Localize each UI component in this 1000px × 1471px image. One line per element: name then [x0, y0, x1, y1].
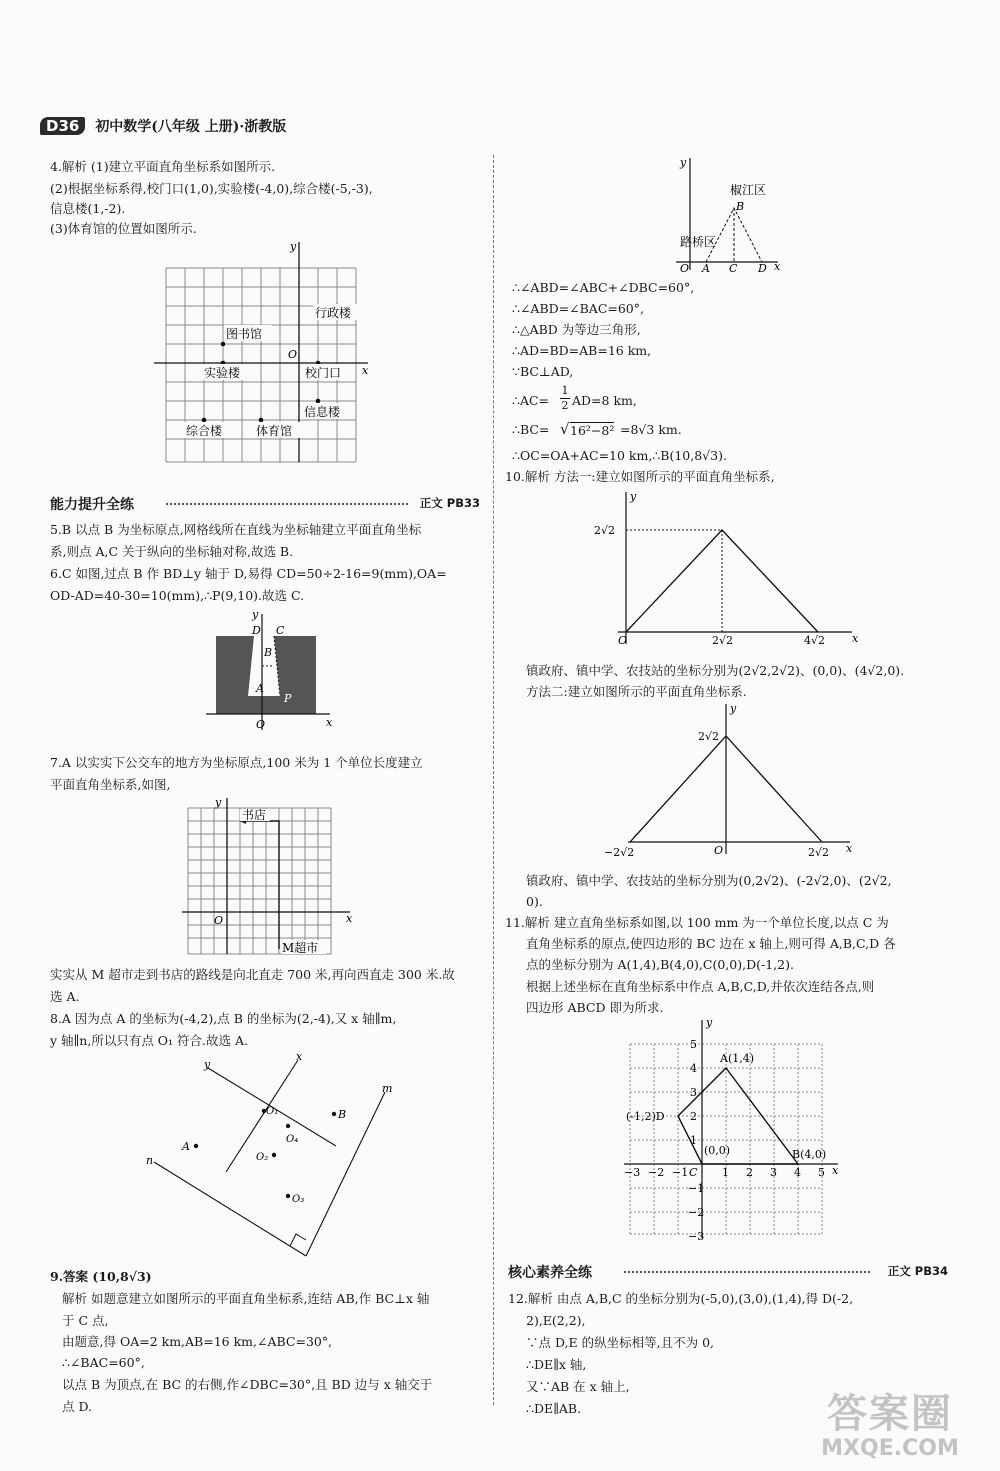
point-o1-label: O₁: [266, 1106, 279, 1117]
q9-line7: 点 D.: [62, 1399, 93, 1414]
q12-line1: 12.解析 由点 A,B,C 的坐标分别为(-5,0),(3,0),(1,4),得 D(-2,: [508, 1291, 854, 1306]
x-axis-label: x: [346, 912, 353, 925]
q10-line5: 0).: [526, 894, 543, 909]
column-divider: [493, 155, 494, 1405]
x-tick-label: 1: [722, 1166, 729, 1179]
book-title: 初中数学(八年级 上册)·浙教版: [95, 119, 287, 135]
q9-line3: 于 C 点,: [62, 1313, 109, 1328]
q6-line2: OD-AD=40-30=10(mm),∴P(9,10).故选 C.: [50, 588, 305, 603]
x-tick-label-2: 4√2: [804, 634, 826, 647]
section-leader-dots: [166, 503, 408, 505]
point-o3-label: O₃: [292, 1194, 305, 1205]
q11-line3: 点的坐标分别为 A(1,4),B(4,0),C(0,0),D(-1,2).: [526, 957, 794, 972]
x-axis-label: x: [774, 260, 781, 273]
y-axis-label: y: [290, 240, 297, 253]
point-a-label: A: [702, 262, 710, 275]
q9-line4: 由题意,得 OA=2 km,AB=16 km,∠ABC=30°,: [62, 1334, 333, 1349]
fraction-half: 1 2: [561, 384, 569, 412]
x-tick-label: 4: [794, 1166, 801, 1179]
q4-line4: (3)体育馆的位置如图所示.: [50, 221, 197, 236]
west-district-label: 路桥区: [680, 235, 717, 249]
q10-line1: 10.解析 方法一:建立如图所示的平面直角坐标系,: [505, 469, 775, 484]
q6-line1: 6.C 如图,过点 B 作 BD⊥y 轴于 D,易得 CD=50÷2-16=9(mm),OA=: [50, 566, 447, 581]
q7-line2: 平面直角坐标系,如图,: [50, 777, 171, 792]
x-tick-label-1: 2√2: [712, 634, 734, 647]
y-tick-label: 1: [690, 1134, 697, 1147]
admin-building-label: 行政楼: [315, 306, 352, 320]
q9-step2: ∴∠ABD=∠BAC=60°,: [512, 301, 644, 316]
y-tick-label: −3: [688, 1230, 705, 1243]
q10-line2: 镇政府、镇中学、农技站的坐标分别为(2√2,2√2)、(0,0)、(4√2,0).: [526, 663, 905, 678]
x-tick-label-right: 2√2: [808, 846, 830, 859]
x-tick-label-left: −2√2: [604, 846, 635, 859]
triangle-edges: [626, 530, 818, 632]
part-cross-section-figure: [198, 606, 338, 734]
point-d-label: D: [252, 624, 261, 637]
section-ability: [50, 494, 480, 514]
q12-line3: ∵点 D,E 的纵坐标相等,且不为 0,: [526, 1335, 714, 1350]
section-core: [508, 1262, 948, 1282]
complex-building-label: 综合楼: [186, 424, 223, 438]
q9-answer: 9.答案 (10,8√3): [50, 1269, 152, 1284]
rotated-axes-figure: [140, 1050, 410, 1260]
q8-line2: y 轴∥n,所以只有点 O₁ 符合.故选 A.: [50, 1033, 248, 1048]
watermark-logo: [800, 1392, 980, 1462]
q9-step4: ∴AD=BD=AB=16 km,: [512, 343, 652, 358]
library-label: 图书馆: [226, 327, 263, 341]
y-axis-label: y: [730, 702, 737, 715]
x-tick-label: −1: [672, 1166, 689, 1179]
q9-step8: ∴OC=OA+AC=10 km,∴B(10,8√3).: [512, 448, 727, 463]
point-a-label: A: [256, 682, 264, 695]
q9-step1: ∴∠ABD=∠ABC+∠DBC=60°,: [512, 280, 695, 295]
x-tick-label: −2: [648, 1166, 665, 1179]
y-axis-label: y: [706, 1016, 713, 1029]
point-b-label: B: [736, 200, 745, 213]
q12-line6: ∴DE∥AB.: [526, 1401, 582, 1416]
q7-line3: 实实从 M 超市走到书店的路线是向北直走 700 米,再向西直走 300 米.故: [50, 967, 455, 982]
line-n-label: n: [146, 1154, 154, 1167]
y-tick-label: −2: [688, 1206, 705, 1219]
grid-lines: [630, 1044, 822, 1234]
point-d-label: (-1,2)D: [626, 1110, 665, 1123]
y-axis-label: y: [630, 490, 637, 503]
y-tick-label: 2√2: [698, 730, 720, 743]
y-tick-label: 2√2: [594, 524, 616, 537]
origin-label: O: [618, 634, 628, 647]
y-axis-label: y: [252, 608, 259, 621]
line-m-label: m: [382, 1082, 393, 1095]
q5-line1: 5.B 以点 B 为坐标原点,网格线所在直线为坐标轴建立平面直角坐标: [50, 522, 422, 537]
q9-line5: ∴∠BAC=60°,: [62, 1355, 145, 1370]
point-b-label: B: [264, 646, 273, 659]
q7-line1: 7.A 以实实下公交车的地方为坐标原点,100 米为 1 个单位长度建立: [50, 755, 423, 770]
section-leader-dots: [624, 1271, 870, 1273]
q9-step3: ∴△ABD 为等边三角形,: [512, 322, 641, 337]
origin-label: O: [214, 914, 224, 927]
origin-label: O: [288, 348, 298, 361]
school-gate-label: 校门口: [305, 366, 342, 380]
section-page-ref: 正文 PB34: [887, 1264, 948, 1278]
q11-line4: 根据上述坐标在直角坐标系中作点 A,B,C,D,并依次连结各点,则: [526, 979, 875, 994]
q10-line4: 镇政府、镇中学、农技站的坐标分别为(0,2√2)、(-2√2,0)、(2√2,: [526, 873, 892, 888]
q11-line5: 四边形 ABCD 即为所求.: [526, 1000, 664, 1015]
section-title: 核心素养全练: [508, 1265, 592, 1281]
x-tick-label: −3: [624, 1166, 641, 1179]
route-path: [240, 821, 279, 949]
origin-label: O: [714, 844, 724, 857]
origin-label: O: [680, 262, 690, 275]
q11-line1: 11.解析 建立直角坐标系如图,以 100 mm 为一个单位长度,以点 C 为: [505, 915, 889, 930]
bookstore-label: 书店: [242, 808, 267, 822]
y-tick-label: 3: [690, 1086, 697, 1099]
point-c-label: C: [689, 1166, 698, 1179]
q11-line2: 直角坐标系的原点,使四边形的 BC 边在 x 轴上,则可得 A,B,C,D 各: [526, 936, 896, 951]
x-axis-label: x: [832, 1164, 839, 1177]
quadrilateral-abcd-figure: [610, 1014, 850, 1246]
point-a-label: A: [182, 1140, 190, 1153]
q4-line2: (2)根据坐标系得,校门口(1,0),实验楼(-4,0),综合楼(-5,-3),: [50, 181, 373, 196]
point-o2-label: O₂: [256, 1152, 269, 1163]
line-n: [154, 1162, 306, 1256]
q12-line5: 又∵AB 在 x 轴上,: [526, 1379, 630, 1394]
q4-line3: 信息楼(1,-2).: [50, 201, 126, 216]
x-axis-label: x: [296, 1050, 303, 1063]
x-tick-label: 3: [770, 1166, 777, 1179]
q4-line1: 4.解析 (1)建立平面直角坐标系如图所示.: [50, 159, 276, 174]
point-c-label: C: [276, 624, 285, 637]
point-c-label: C: [729, 262, 738, 275]
section-page-ref: 正文 PB33: [419, 496, 480, 510]
y-tick-label: 2: [690, 1110, 697, 1123]
q10-line3: 方法二:建立如图所示的平面直角坐标系.: [526, 684, 747, 699]
triangle-method-one-figure: [590, 486, 870, 658]
origin-coordinate-label: (0,0): [704, 1144, 731, 1157]
y-tick-label: −1: [688, 1182, 705, 1195]
watermark-text: 答案圈: [827, 1391, 953, 1437]
y-tick-label: 4: [690, 1062, 697, 1075]
point-o4-label: O₄: [286, 1134, 299, 1145]
bridge-district-figure: [672, 152, 792, 276]
q9-line6: 以点 B 为顶点,在 BC 的右侧,作∠DBC=30°,且 BD 边与 x 轴交于: [62, 1377, 433, 1392]
x-axis-label: x: [852, 632, 859, 645]
point-b-label: B: [338, 1108, 347, 1121]
x-axis-label: x: [362, 364, 369, 377]
campus-coordinate-figure: [150, 238, 370, 468]
point-b-label: B(4,0): [792, 1148, 827, 1161]
lab-building-label: 实验楼: [204, 366, 241, 380]
q9-step5: ∵BC⊥AD,: [512, 364, 574, 379]
point-p-label: P: [284, 692, 292, 705]
q12-line2: 2),E(2,2),: [526, 1313, 586, 1328]
gym-label: 体育馆: [256, 424, 293, 438]
sqrt-sign: √: [560, 420, 570, 438]
x-tick-label: 5: [818, 1166, 825, 1179]
grid-lines: [188, 808, 331, 954]
watermark-url: MXQE.COM: [821, 1436, 959, 1461]
x-axis-label: x: [846, 842, 853, 855]
page-number-badge: D36: [40, 117, 85, 135]
triangle-method-two-figure: [600, 700, 860, 862]
q8-line1: 8.A 因为点 A 的坐标为(-4,2),点 B 的坐标为(2,-4),又 x 轴∥m,: [50, 1011, 397, 1026]
supermarket-label: M超市: [282, 941, 319, 955]
x-axis-label: x: [326, 716, 333, 729]
y-axis-label: y: [680, 156, 687, 169]
q9-line2: 解析 如题意建立如图所示的平面直角坐标系,连结 AB,作 BC⊥x 轴: [62, 1291, 430, 1306]
page-header: [40, 116, 286, 136]
origin-label: O: [256, 718, 266, 731]
point-d-label: D: [758, 262, 767, 275]
y-axis-label: y: [204, 1058, 211, 1071]
y-tick-label: 5: [690, 1038, 697, 1051]
x-tick-label: 2: [746, 1166, 753, 1179]
route-grid-figure: [178, 794, 358, 960]
point-a-label: A(1,4): [720, 1052, 755, 1065]
q5-line2: 系,则点 A,C 关于纵向的坐标轴对称,故选 B.: [50, 544, 294, 559]
section-title: 能力提升全练: [50, 497, 134, 513]
q7-line4: 选 A.: [50, 989, 80, 1004]
east-district-label: 椒江区: [730, 183, 767, 197]
y-axis-label: y: [215, 796, 222, 809]
info-building-label: 信息楼: [304, 405, 341, 419]
q12-line4: ∴DE∥x 轴,: [526, 1357, 587, 1372]
